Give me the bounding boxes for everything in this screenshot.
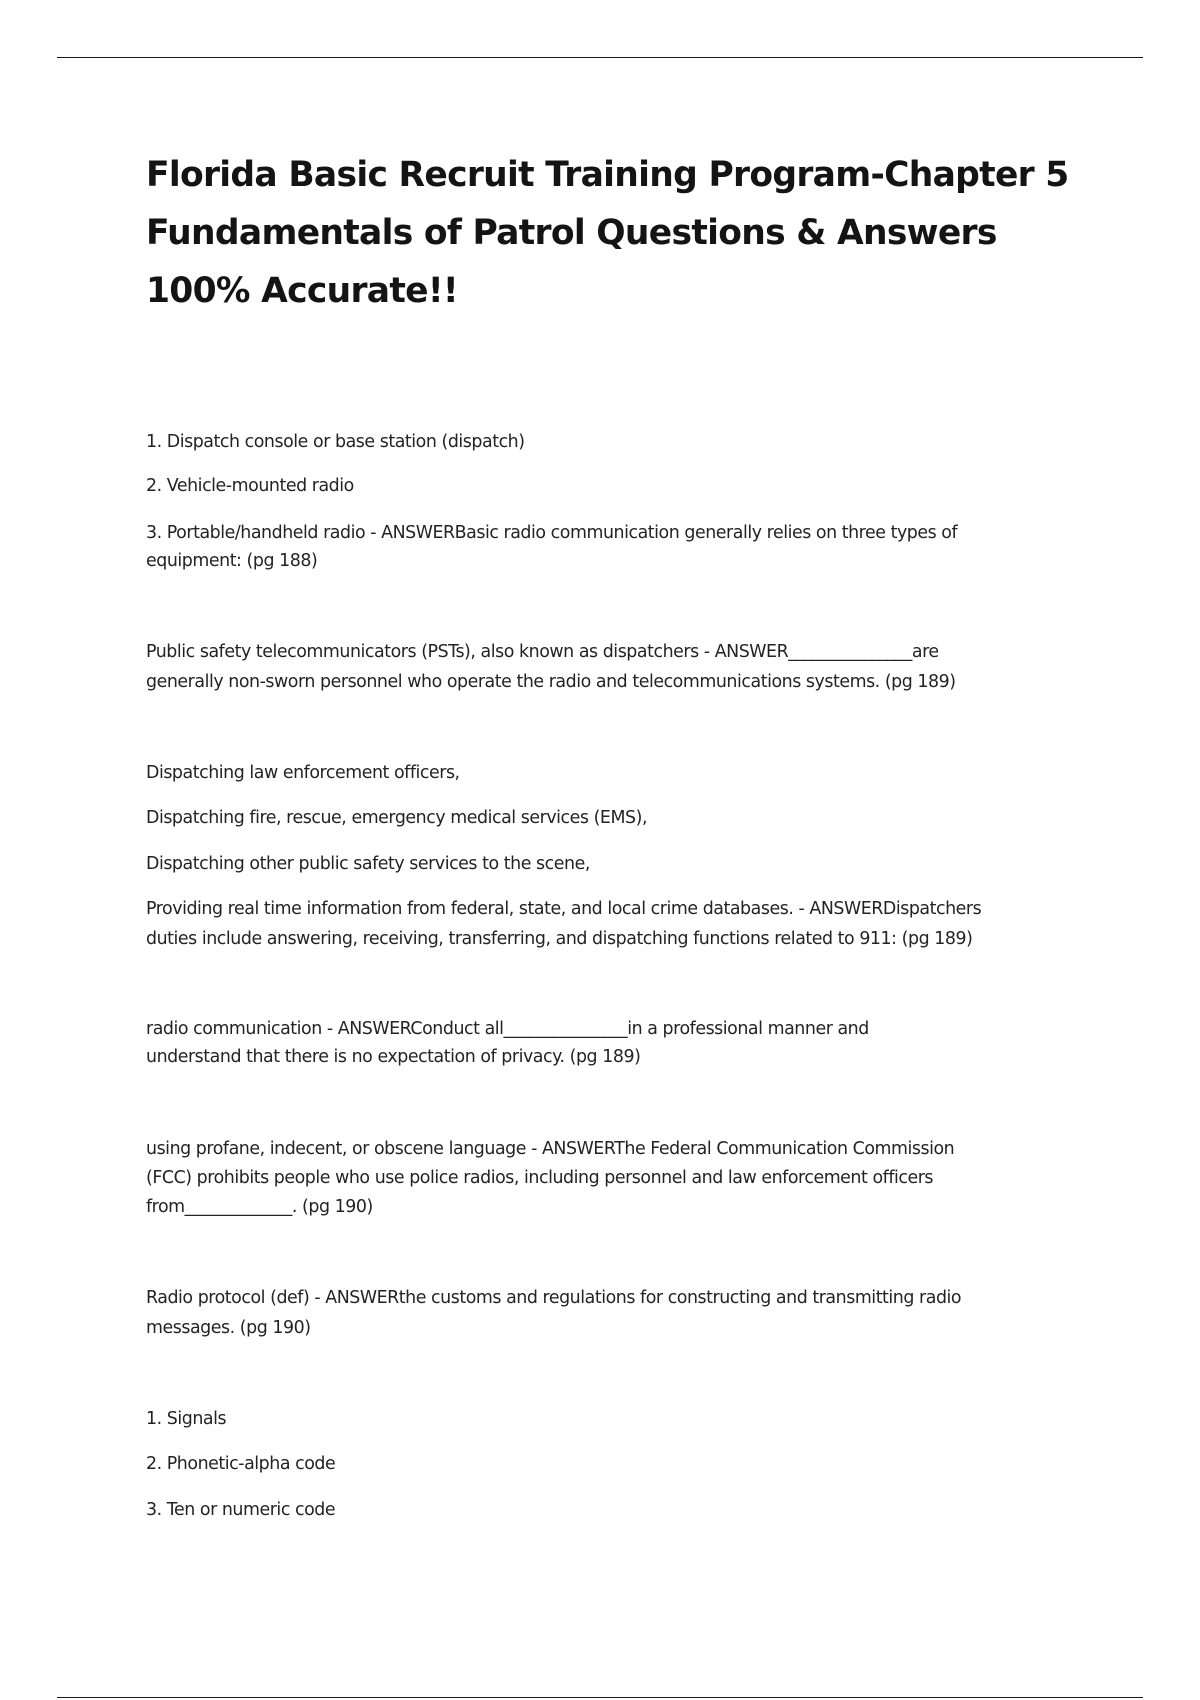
block-5-line-1: using profane, indecent, or obscene language - ANSWERThe Federal Communication Commission [146,1139,955,1159]
header-rule [57,57,1143,58]
block-4-line-2: understand that there is no expectation of privacy. (pg 189) [146,1047,641,1067]
title-line-1: Florida Basic Recruit Training Program-Chapter 5 [146,155,1069,195]
block-5-line-3: from_____________. (pg 190) [146,1197,373,1217]
block-7-line-1: 1. Signals [146,1409,227,1429]
block-3-line-1: Dispatching law enforcement officers, [146,763,460,783]
footer-rule [57,1697,1143,1698]
block-5-line-2: (FCC) prohibits people who use police radios, including personnel and law enforcement officers [146,1168,934,1188]
block-7-line-3: 3. Ten or numeric code [146,1500,336,1520]
block-2-line-2: generally non-sworn personnel who operate the radio and telecommunications systems. (pg 189) [146,672,956,692]
block-2-line-1: Public safety telecommunicators (PSTs), also known as dispatchers - ANSWER_______________are [146,642,939,662]
document-title [146,146,1076,320]
block-6-line-2: messages. (pg 190) [146,1318,311,1338]
block-1-line-1: 1. Dispatch console or base station (dispatch) [146,432,525,452]
block-1-line-3: 3. Portable/handheld radio - ANSWERBasic radio communication generally relies on three types of [146,523,958,543]
block-1-line-4: equipment: (pg 188) [146,551,318,571]
title-line-3: 100% Accurate!! [146,271,458,311]
block-1-line-2: 2. Vehicle-mounted radio [146,476,354,496]
block-3-line-5: duties include answering, receiving, transferring, and dispatching functions related to 911: (pg 189) [146,929,973,949]
block-4-line-1: radio communication - ANSWERConduct all_______________in a professional manner and [146,1019,869,1039]
title-line-2: Fundamentals of Patrol Questions & Answers [146,213,997,253]
block-3-line-4: Providing real time information from federal, state, and local crime databases. - ANSWERDispatchers [146,899,982,919]
block-3-line-2: Dispatching fire, rescue, emergency medical services (EMS), [146,808,648,828]
block-6-line-1: Radio protocol (def) - ANSWERthe customs and regulations for constructing and transmitting radio [146,1288,962,1308]
block-7-line-2: 2. Phonetic-alpha code [146,1454,336,1474]
block-3-line-3: Dispatching other public safety services to the scene, [146,854,590,874]
